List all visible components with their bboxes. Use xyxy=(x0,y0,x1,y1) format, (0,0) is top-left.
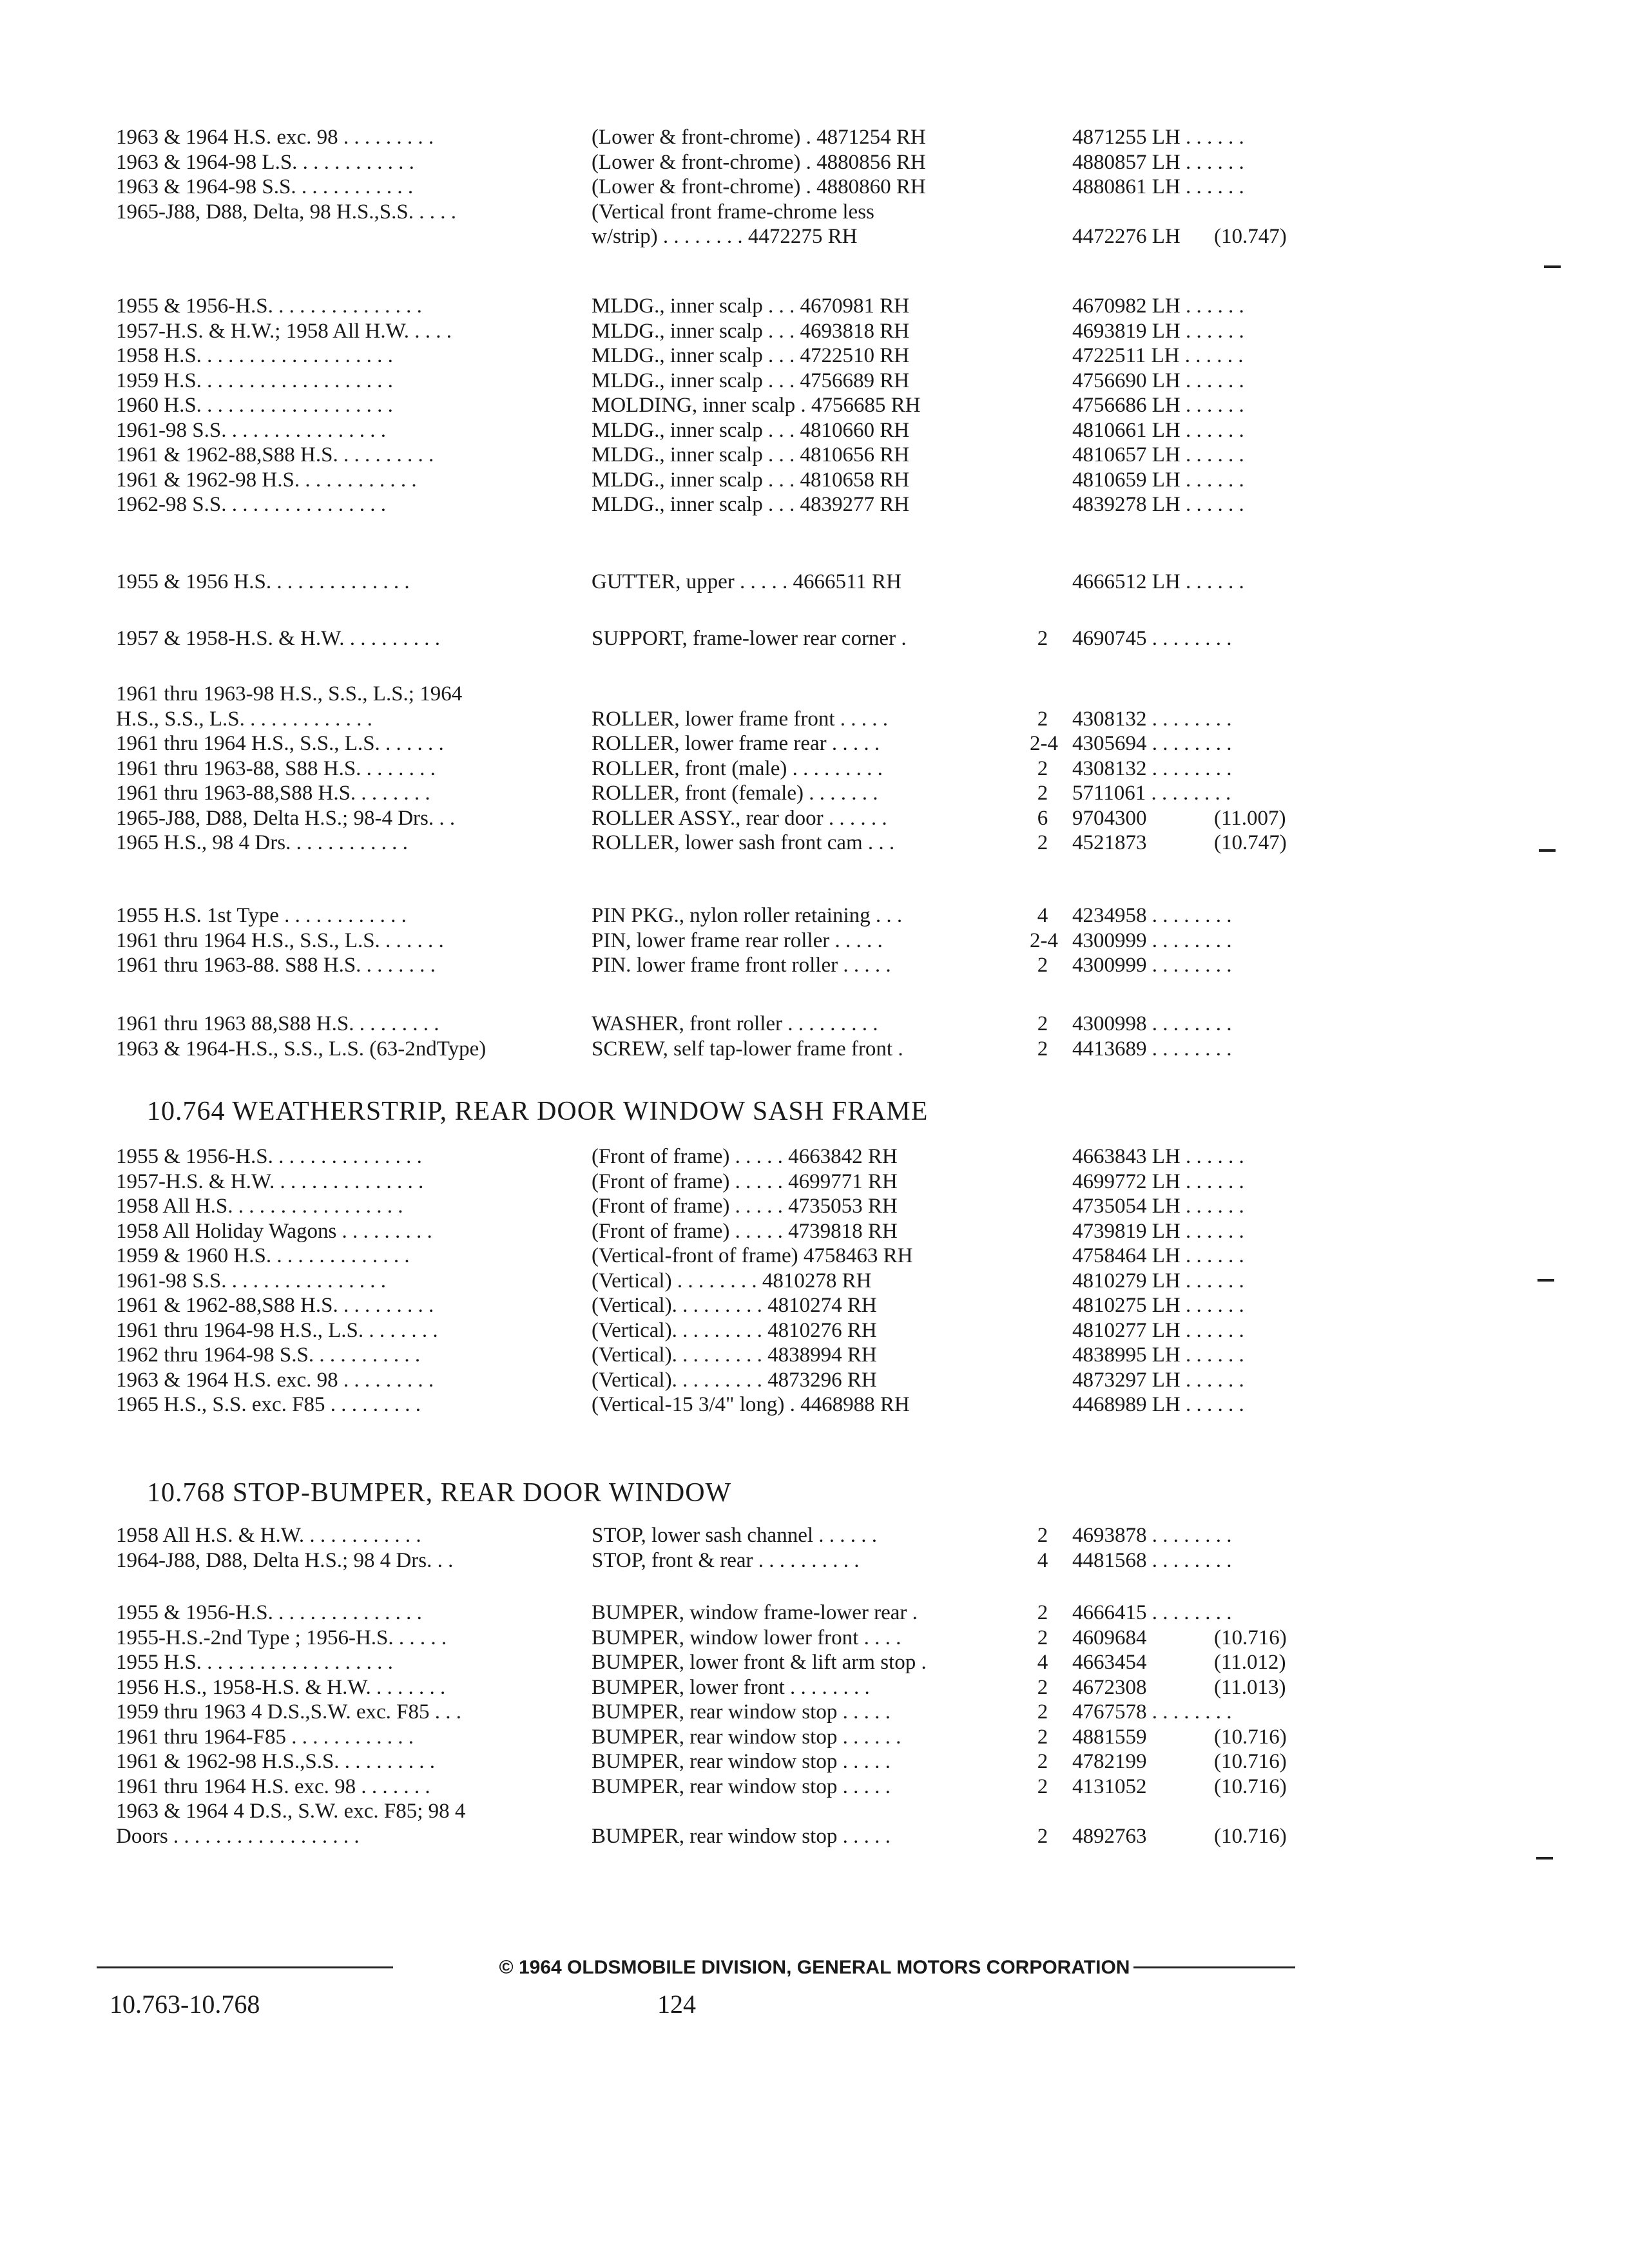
part-number-cell: 4735054 LH . . . . . . xyxy=(1072,1195,1244,1218)
model-year-cell: 1961-98 S.S. . . . . . . . . . . . . . . . xyxy=(116,418,386,442)
part-description-cell: MLDG., inner scalp . . . 4670981 RH xyxy=(592,294,910,318)
part-number-cell: 5711061 . . . . . . . . xyxy=(1072,782,1231,805)
model-year-cell: 1955 & 1956 H.S. . . . . . . . . . . . . . xyxy=(116,570,410,593)
part-description-cell: (Vertical). . . . . . . . . 4838994 RH xyxy=(592,1343,877,1367)
quantity-cell: 2 xyxy=(1037,1524,1048,1547)
part-number-cell: 4880861 LH . . . . . . xyxy=(1072,175,1244,198)
part-description-cell: (Front of frame) . . . . . 4735053 RH xyxy=(592,1195,898,1218)
part-number-cell: 4234958 . . . . . . . . xyxy=(1072,904,1232,927)
reference-cell: (10.716) xyxy=(1214,1750,1287,1773)
part-description-cell: BUMPER, rear window stop . . . . . xyxy=(592,1824,891,1848)
part-description-cell: (Front of frame) . . . . . 4699771 RH xyxy=(592,1169,898,1193)
quantity-cell: 4 xyxy=(1037,1651,1048,1674)
model-year-cell: 1961 thru 1963-88, S88 H.S. . . . . . . . xyxy=(116,756,436,780)
part-description-cell: ROLLER, front (male) . . . . . . . . . xyxy=(592,756,883,780)
quantity-cell: 2 xyxy=(1037,1750,1048,1773)
part-number-cell: 4881559 xyxy=(1072,1725,1147,1749)
part-number-cell: 4758464 LH . . . . . . xyxy=(1072,1244,1244,1267)
model-year-cell: 1963 & 1964 4 D.S., S.W. exc. F85; 98 4 xyxy=(116,1800,466,1823)
section-range: 10.763-10.768 xyxy=(110,1990,260,2019)
quantity-cell: 2 xyxy=(1037,1824,1048,1848)
part-description-cell: BUMPER, rear window stop . . . . . xyxy=(592,1700,891,1724)
margin-mark xyxy=(1544,265,1561,268)
model-year-cell: 1959 & 1960 H.S. . . . . . . . . . . . . . xyxy=(116,1244,410,1267)
model-year-cell: 1955-H.S.-2nd Type ; 1956-H.S. . . . . . xyxy=(116,1626,447,1649)
quantity-cell: 4 xyxy=(1037,1548,1048,1572)
part-description-cell: SCREW, self tap-lower frame front . xyxy=(592,1037,903,1061)
part-number-cell: 4521873 xyxy=(1072,831,1147,854)
part-number-cell: 4871255 LH . . . . . . xyxy=(1072,126,1244,149)
section-heading: 10.768 STOP-BUMPER, REAR DOOR WINDOW xyxy=(147,1478,732,1508)
part-description-cell: STOP, lower sash channel . . . . . . xyxy=(592,1524,878,1547)
copyright-text: © 1964 OLDSMOBILE DIVISION, GENERAL MOTORS CORPORATION xyxy=(496,1957,1134,1978)
part-description-cell: (Vertical). . . . . . . . . 4873296 RH xyxy=(592,1368,877,1392)
part-number-cell: 4609684 xyxy=(1072,1626,1147,1649)
margin-mark xyxy=(1537,1279,1554,1282)
model-year-cell: 1963 & 1964-98 S.S. . . . . . . . . . . . xyxy=(116,175,414,198)
part-number-cell: 4810661 LH . . . . . . xyxy=(1072,418,1244,442)
model-year-cell: H.S., S.S., L.S. . . . . . . . . . . . . xyxy=(116,707,372,731)
part-number-cell: 4756686 LH . . . . . . xyxy=(1072,394,1244,417)
model-year-cell: 1964-J88, D88, Delta H.S.; 98 4 Drs. . . xyxy=(116,1548,454,1572)
model-year-cell: 1961 thru 1963-88. S88 H.S. . . . . . . . xyxy=(116,954,436,977)
table-row xyxy=(0,1546,1629,1575)
reference-cell: (10.716) xyxy=(1214,1824,1287,1848)
part-description-cell: BUMPER, rear window stop . . . . . . xyxy=(592,1725,901,1749)
model-year-cell: 1961 & 1962-88,S88 H.S. . . . . . . . . . xyxy=(116,443,434,466)
quantity-cell: 2 xyxy=(1037,1675,1048,1699)
model-year-cell: 1955 H.S. . . . . . . . . . . . . . . . . . . xyxy=(116,1651,393,1674)
part-description-cell: (Vertical). . . . . . . . . 4810276 RH xyxy=(592,1318,877,1342)
reference-cell: (10.716) xyxy=(1214,1626,1287,1649)
model-year-cell: 1958 All H.S. . . . . . . . . . . . . . . . . xyxy=(116,1195,403,1218)
part-description-cell: ROLLER, lower sash front cam . . . xyxy=(592,831,895,854)
part-number-cell: 4305694 . . . . . . . . xyxy=(1072,732,1232,755)
part-description-cell: (Vertical-front of frame) 4758463 RH xyxy=(592,1244,913,1267)
model-year-cell: 1955 & 1956-H.S. . . . . . . . . . . . . . . xyxy=(116,294,422,318)
reference-cell: (10.716) xyxy=(1214,1774,1287,1798)
part-description-cell: WASHER, front roller . . . . . . . . . xyxy=(592,1012,878,1035)
part-description-cell: ROLLER, front (female) . . . . . . . xyxy=(592,782,878,805)
model-year-cell: 1958 All Holiday Wagons . . . . . . . . . xyxy=(116,1219,432,1243)
part-description-cell: ROLLER ASSY., rear door . . . . . . xyxy=(592,806,887,830)
model-year-cell: 1956 H.S., 1958-H.S. & H.W. . . . . . . . xyxy=(116,1675,446,1699)
part-number-cell: 4300998 . . . . . . . . xyxy=(1072,1012,1232,1035)
part-description-cell: MLDG., inner scalp . . . 4756689 RH xyxy=(592,369,910,392)
part-description-cell: MLDG., inner scalp . . . 4722510 RH xyxy=(592,344,910,367)
model-year-cell: 1961 thru 1964-F85 . . . . . . . . . . . . xyxy=(116,1725,414,1749)
quantity-cell: 4 xyxy=(1037,904,1048,927)
quantity-cell: 2-4 xyxy=(1030,928,1058,952)
model-year-cell: 1961-98 S.S. . . . . . . . . . . . . . . . xyxy=(116,1269,386,1293)
part-description-cell: BUMPER, rear window stop . . . . . xyxy=(592,1750,891,1773)
part-number-cell: 4767578 . . . . . . . . xyxy=(1072,1700,1232,1724)
part-number-cell: 4472276 LH xyxy=(1072,225,1181,248)
page-number: 124 xyxy=(657,1990,696,2019)
part-number-cell: 4782199 xyxy=(1072,1750,1147,1773)
part-number-cell: 4810277 LH . . . . . . xyxy=(1072,1318,1244,1342)
model-year-cell: 1961 & 1962-98 H.S.,S.S. . . . . . . . . . xyxy=(116,1750,436,1773)
model-year-cell: 1963 & 1964-H.S., S.S., L.S. (63-2ndType) xyxy=(116,1037,487,1061)
part-description-cell: (Lower & front-chrome) . 4880856 RH xyxy=(592,150,926,174)
part-number-cell: 4131052 xyxy=(1072,1774,1147,1798)
part-number-cell: 4468989 LH . . . . . . xyxy=(1072,1393,1244,1416)
part-description-cell: MLDG., inner scalp . . . 4839277 RH xyxy=(592,493,910,516)
part-description-cell: (Vertical-15 3/4" long) . 4468988 RH xyxy=(592,1393,910,1416)
reference-cell: (10.747) xyxy=(1214,225,1287,248)
reference-cell: (11.013) xyxy=(1214,1675,1286,1699)
model-year-cell: 1959 thru 1963 4 D.S.,S.W. exc. F85 . . . xyxy=(116,1700,461,1724)
part-number-cell: 4663454 xyxy=(1072,1651,1147,1674)
part-description-cell: BUMPER, lower front . . . . . . . . xyxy=(592,1675,870,1699)
model-year-cell: 1961 thru 1964 H.S., S.S., L.S. . . . . . . xyxy=(116,732,444,755)
part-number-cell: 4892763 xyxy=(1072,1824,1147,1848)
quantity-cell: 2-4 xyxy=(1030,732,1058,755)
part-description-cell: (Front of frame) . . . . . 4739818 RH xyxy=(592,1219,898,1243)
model-year-cell: 1965 H.S., 98 4 Drs. . . . . . . . . . . . xyxy=(116,831,408,854)
part-number-cell: 4873297 LH . . . . . . xyxy=(1072,1368,1244,1392)
part-description-cell: (Lower & front-chrome) . 4880860 RH xyxy=(592,175,926,198)
part-description-cell: ROLLER, lower frame rear . . . . . xyxy=(592,732,880,755)
table-row xyxy=(0,1034,1629,1064)
part-number-cell: 4308132 . . . . . . . . xyxy=(1072,707,1232,731)
part-description-cell: w/strip) . . . . . . . . 4472275 RH xyxy=(592,225,858,248)
model-year-cell: 1955 & 1956-H.S. . . . . . . . . . . . . . . xyxy=(116,1145,422,1168)
model-year-cell: 1963 & 1964-98 L.S. . . . . . . . . . . . xyxy=(116,150,414,174)
part-description-cell: (Vertical front frame-chrome less xyxy=(592,200,874,224)
quantity-cell: 2 xyxy=(1037,707,1048,731)
quantity-cell: 2 xyxy=(1037,1725,1048,1749)
part-number-cell: 4839278 LH . . . . . . xyxy=(1072,493,1244,516)
table-row xyxy=(0,1390,1629,1419)
margin-mark xyxy=(1539,849,1556,852)
part-number-cell: 4413689 . . . . . . . . xyxy=(1072,1037,1232,1061)
model-year-cell: 1961 thru 1964 H.S. exc. 98 . . . . . . . xyxy=(116,1774,430,1798)
part-number-cell: 9704300 xyxy=(1072,806,1147,830)
table-row xyxy=(0,490,1629,519)
part-number-cell: 4880857 LH . . . . . . xyxy=(1072,150,1244,174)
model-year-cell: 1963 & 1964 H.S. exc. 98 . . . . . . . . . xyxy=(116,1368,434,1392)
quantity-cell: 2 xyxy=(1037,756,1048,780)
model-year-cell: 1961 thru 1964 H.S., S.S., L.S. . . . . . . xyxy=(116,928,444,952)
part-description-cell: (Front of frame) . . . . . 4663842 RH xyxy=(592,1145,898,1168)
model-year-cell: 1959 H.S. . . . . . . . . . . . . . . . . . . xyxy=(116,369,393,392)
part-description-cell: BUMPER, rear window stop . . . . . xyxy=(592,1774,891,1798)
part-number-cell: 4481568 . . . . . . . . xyxy=(1072,1548,1232,1572)
margin-mark xyxy=(1536,1857,1553,1860)
part-description-cell: PIN. lower frame front roller . . . . . xyxy=(592,954,891,977)
model-year-cell: 1965 H.S., S.S. exc. F85 . . . . . . . . . xyxy=(116,1393,421,1416)
part-number-cell: 4690745 . . . . . . . . xyxy=(1072,627,1232,650)
quantity-cell: 2 xyxy=(1037,1626,1048,1649)
quantity-cell: 2 xyxy=(1037,954,1048,977)
part-number-cell: 4300999 . . . . . . . . xyxy=(1072,954,1232,977)
part-number-cell: 4663843 LH . . . . . . xyxy=(1072,1145,1244,1168)
model-year-cell: 1958 All H.S. & H.W. . . . . . . . . . . . xyxy=(116,1524,421,1547)
model-year-cell: 1961 thru 1963-98 H.S., S.S., L.S.; 1964 xyxy=(116,682,463,706)
part-description-cell: SUPPORT, frame-lower rear corner . xyxy=(592,627,907,650)
part-number-cell: 4693819 LH . . . . . . xyxy=(1072,319,1244,343)
part-description-cell: MLDG., inner scalp . . . 4693818 RH xyxy=(592,319,910,343)
part-description-cell: PIN, lower frame rear roller . . . . . xyxy=(592,928,883,952)
part-number-cell: 4810657 LH . . . . . . xyxy=(1072,443,1244,466)
model-year-cell: 1962-98 S.S. . . . . . . . . . . . . . . . xyxy=(116,493,386,516)
quantity-cell: 2 xyxy=(1037,831,1048,854)
part-number-cell: 4699772 LH . . . . . . xyxy=(1072,1169,1244,1193)
part-number-cell: 4838995 LH . . . . . . xyxy=(1072,1343,1244,1367)
part-number-cell: 4672308 xyxy=(1072,1675,1147,1699)
part-description-cell: PIN PKG., nylon roller retaining . . . xyxy=(592,904,903,927)
model-year-cell: 1958 H.S. . . . . . . . . . . . . . . . . . . xyxy=(116,344,393,367)
model-year-cell: 1961 & 1962-98 H.S. . . . . . . . . . . . xyxy=(116,468,417,492)
reference-cell: (11.007) xyxy=(1214,806,1286,830)
model-year-cell: 1965-J88, D88, Delta H.S.; 98-4 Drs. . . xyxy=(116,806,456,830)
quantity-cell: 2 xyxy=(1037,1700,1048,1724)
part-number-cell: 4666512 LH . . . . . . xyxy=(1072,570,1244,593)
footer-copyright-line xyxy=(0,1955,1629,1981)
part-number-cell: 4666415 . . . . . . . . xyxy=(1072,1601,1232,1624)
part-description-cell: (Vertical) . . . . . . . . 4810278 RH xyxy=(592,1269,872,1293)
part-number-cell: 4810279 LH . . . . . . xyxy=(1072,1269,1244,1293)
model-year-cell: 1965-J88, D88, Delta, 98 H.S.,S.S. . . . . xyxy=(116,200,457,224)
model-year-cell: 1955 H.S. 1st Type . . . . . . . . . . . . xyxy=(116,904,407,927)
part-description-cell: (Vertical). . . . . . . . . 4810274 RH xyxy=(592,1294,877,1317)
part-number-cell: 4810275 LH . . . . . . xyxy=(1072,1294,1244,1317)
part-number-cell: 4722511 LH . . . . . . xyxy=(1072,344,1244,367)
model-year-cell: 1962 thru 1964-98 S.S. . . . . . . . . . . xyxy=(116,1343,421,1367)
part-description-cell: ROLLER, lower frame front . . . . . xyxy=(592,707,889,731)
quantity-cell: 2 xyxy=(1037,627,1048,650)
reference-cell: (11.012) xyxy=(1214,1651,1286,1674)
part-description-cell: BUMPER, window frame-lower rear . xyxy=(592,1601,918,1624)
model-year-cell: 1961 thru 1963 88,S88 H.S. . . . . . . . . xyxy=(116,1012,439,1035)
quantity-cell: 6 xyxy=(1037,806,1048,830)
model-year-cell: 1963 & 1964 H.S. exc. 98 . . . . . . . . . xyxy=(116,126,434,149)
part-number-cell: 4810659 LH . . . . . . xyxy=(1072,468,1244,492)
model-year-cell: 1960 H.S. . . . . . . . . . . . . . . . . . . xyxy=(116,394,393,417)
model-year-cell: 1957-H.S. & H.W. . . . . . . . . . . . . . . xyxy=(116,1169,424,1193)
table-row xyxy=(0,828,1629,858)
model-year-cell: 1957-H.S. & H.W.; 1958 All H.W. . . . . xyxy=(116,319,452,343)
quantity-cell: 2 xyxy=(1037,1037,1048,1061)
reference-cell: (10.747) xyxy=(1214,831,1287,854)
part-description-cell: BUMPER, lower front & lift arm stop . xyxy=(592,1651,927,1674)
part-number-cell: 4739819 LH . . . . . . xyxy=(1072,1219,1244,1243)
model-year-cell: 1961 & 1962-88,S88 H.S. . . . . . . . . . xyxy=(116,1294,434,1317)
part-description-cell: MOLDING, inner scalp . 4756685 RH xyxy=(592,394,921,417)
part-number-cell: 4693878 . . . . . . . . xyxy=(1072,1524,1232,1547)
part-description-cell: BUMPER, window lower front . . . . xyxy=(592,1626,901,1649)
reference-cell: (10.716) xyxy=(1214,1725,1287,1749)
model-year-cell: Doors . . . . . . . . . . . . . . . . . . xyxy=(116,1824,360,1848)
model-year-cell: 1961 thru 1963-88,S88 H.S. . . . . . . . xyxy=(116,782,430,805)
quantity-cell: 2 xyxy=(1037,1774,1048,1798)
table-row xyxy=(0,1821,1629,1851)
section-heading: 10.764 WEATHERSTRIP, REAR DOOR WINDOW SASH FRAME xyxy=(147,1097,929,1126)
part-number-cell: 4670982 LH . . . . . . xyxy=(1072,294,1244,318)
quantity-cell: 2 xyxy=(1037,1012,1048,1035)
model-year-cell: 1955 & 1956-H.S. . . . . . . . . . . . . . . xyxy=(116,1601,422,1624)
part-description-cell: MLDG., inner scalp . . . 4810660 RH xyxy=(592,418,910,442)
quantity-cell: 2 xyxy=(1037,1601,1048,1624)
part-number-cell: 4300999 . . . . . . . . xyxy=(1072,928,1232,952)
part-description-cell: MLDG., inner scalp . . . 4810658 RH xyxy=(592,468,910,492)
table-row xyxy=(0,222,1629,251)
quantity-cell: 2 xyxy=(1037,782,1048,805)
table-row xyxy=(0,624,1629,653)
part-description-cell: MLDG., inner scalp . . . 4810656 RH xyxy=(592,443,910,466)
part-description-cell: STOP, front & rear . . . . . . . . . . xyxy=(592,1548,860,1572)
part-description-cell: GUTTER, upper . . . . . 4666511 RH xyxy=(592,570,901,593)
part-description-cell: (Lower & front-chrome) . 4871254 RH xyxy=(592,126,926,149)
table-row xyxy=(0,567,1629,597)
model-year-cell: 1961 thru 1964-98 H.S., L.S. . . . . . . . xyxy=(116,1318,438,1342)
part-number-cell: 4756690 LH . . . . . . xyxy=(1072,369,1244,392)
part-number-cell: 4308132 . . . . . . . . xyxy=(1072,756,1232,780)
model-year-cell: 1957 & 1958-H.S. & H.W. . . . . . . . . . xyxy=(116,627,440,650)
table-row xyxy=(0,950,1629,980)
